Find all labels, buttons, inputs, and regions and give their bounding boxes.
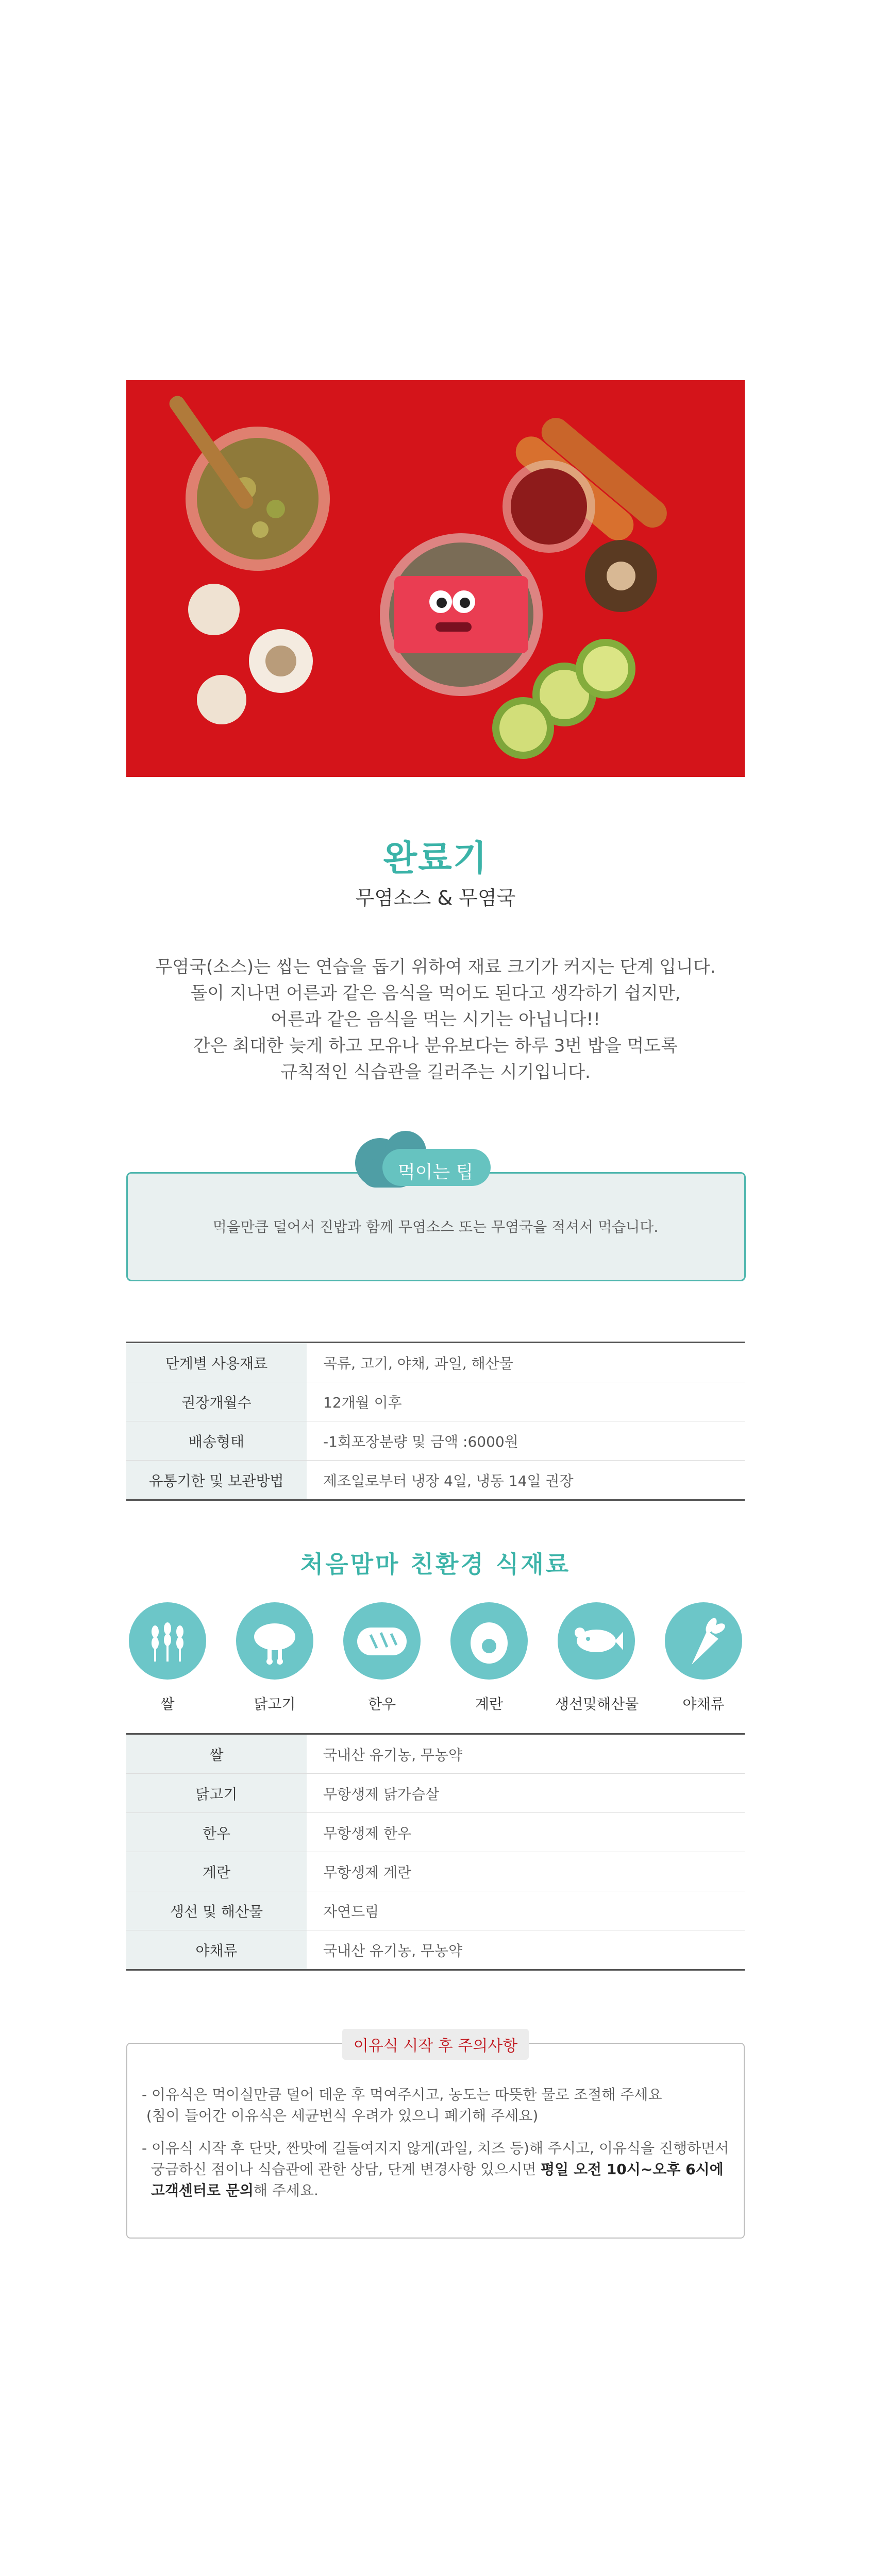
table-value: 무항생제 계란 <box>307 1852 745 1891</box>
ingredient-beef <box>341 1602 423 1714</box>
ingredient-label: 쌀 <box>160 1696 175 1713</box>
product-info-table <box>126 1342 745 1501</box>
egg-icon <box>466 1616 512 1666</box>
caution-line: - 이유식은 먹이실만큼 덜어 데운 후 먹여주시고, 농도는 따뜻한 물로 조절해 주세요 <box>142 2086 662 2103</box>
table-row <box>126 1930 745 1970</box>
hero-food-photo <box>126 380 745 777</box>
table-value: 무항생제 한우 <box>307 1813 745 1852</box>
feeding-tip-text: 먹을만큼 덜어서 진밥과 함께 무염소스 또는 무염국을 적셔서 먹습니다. <box>212 1218 659 1235</box>
caution-line: (침이 들어간 이유식은 세균번식 우려가 있으니 폐기해 주세요) <box>146 2107 539 2124</box>
table-value: 국내산 유기농, 무농약 <box>307 1930 745 1970</box>
ingredient-vegetables <box>662 1602 745 1714</box>
baby-food-illustration <box>126 380 745 777</box>
table-key: 닭고기 <box>126 1774 307 1813</box>
ingredient-label: 야채류 <box>682 1696 725 1713</box>
caution-line: - 이유식 시작 후 단맛, 짠맛에 길들여지지 않게(과일, 치즈 등)해 주시고, 이유식을 진행하면서 <box>142 2140 729 2157</box>
table-value: 자연드림 <box>307 1891 745 1930</box>
chicken-icon <box>249 1615 300 1667</box>
table-key: 야채류 <box>126 1930 307 1970</box>
stage-description <box>0 954 871 1086</box>
ingredient-label: 생선및해산물 <box>555 1696 639 1713</box>
rice-icon <box>143 1616 192 1666</box>
table-value: 12개월 이후 <box>307 1382 745 1421</box>
caution-hours: 평일 오전 10시~오후 6시에 <box>541 2161 724 2178</box>
table-row <box>126 1343 745 1382</box>
ingredient-chicken <box>233 1602 316 1714</box>
stage-subtitle: 무염소스 & 무염국 <box>355 887 516 909</box>
table-key: 배송형태 <box>126 1421 307 1461</box>
caution-contact: 고객센터로 문의 <box>150 2182 254 2199</box>
stage-title: 완료기 <box>383 838 488 879</box>
table-key: 생선 및 해산물 <box>126 1891 307 1930</box>
table-row <box>126 1734 745 1774</box>
description-line: 어른과 같은 음식을 먹는 시기는 아닙니다!! <box>271 1009 600 1030</box>
table-value: 곡류, 고기, 야채, 과일, 해산물 <box>307 1343 745 1382</box>
caution-paragraph <box>142 2138 729 2201</box>
ingredient-label: 닭고기 <box>254 1696 296 1713</box>
ingredient-label: 계란 <box>475 1696 504 1713</box>
table-key: 유통기한 및 보관방법 <box>126 1461 307 1500</box>
eco-ingredients-title: 처음맘마 친환경 식재료 <box>300 1550 571 1578</box>
caution-paragraph <box>142 2084 729 2126</box>
caution-title: 이유식 시작 후 주의사항 <box>342 2029 529 2060</box>
table-value: 국내산 유기농, 무농약 <box>307 1734 745 1774</box>
description-line: 돌이 지나면 어른과 같은 음식을 먹어도 된다고 생각하기 쉽지만, <box>190 983 681 1004</box>
table-row <box>126 1813 745 1852</box>
description-line: 규칙적인 식습관을 길러주는 시기입니다. <box>280 1062 591 1082</box>
ingredient-seafood <box>555 1602 638 1714</box>
table-value: 제조일로부터 냉장 4일, 냉동 14일 권장 <box>307 1461 745 1500</box>
feeding-tip-label: 먹이는 팁 <box>397 1162 474 1183</box>
description-line: 간은 최대한 늦게 하고 모유나 분유보다는 하루 3번 밥을 먹도록 <box>193 1036 678 1056</box>
table-row <box>126 1891 745 1930</box>
ingredient-icons <box>126 1602 745 1716</box>
table-row <box>126 1461 745 1500</box>
carrot-icon <box>680 1615 727 1667</box>
ingredient-egg <box>448 1602 530 1714</box>
table-row <box>126 1421 745 1461</box>
table-key: 단계별 사용재료 <box>126 1343 307 1382</box>
ingredient-rice <box>126 1602 209 1714</box>
table-row <box>126 1382 745 1421</box>
table-value: -1회포장분량 및 금액 :6000원 <box>307 1421 745 1461</box>
table-value: 무항생제 닭가슴살 <box>307 1774 745 1813</box>
description-line: 무염국(소스)는 씹는 연습을 돕기 위하여 재료 크기가 커지는 단계 입니다. <box>155 957 716 977</box>
beef-icon <box>355 1620 409 1662</box>
table-key: 한우 <box>126 1813 307 1852</box>
table-key: 쌀 <box>126 1734 307 1774</box>
table-row <box>126 1852 745 1891</box>
table-row <box>126 1774 745 1813</box>
caution-line: 궁금하신 점이나 식습관에 관한 상담, 단계 변경사항 있으시면 <box>150 2161 541 2178</box>
caution-line: 해 주세요. <box>253 2182 319 2199</box>
fish-icon <box>569 1620 623 1662</box>
table-key: 권장개월수 <box>126 1382 307 1421</box>
table-key: 계란 <box>126 1852 307 1891</box>
ingredient-label: 한우 <box>367 1696 396 1713</box>
caution-badge <box>0 2029 871 2060</box>
caution-text <box>142 2084 729 2212</box>
eco-ingredients-table <box>126 1733 745 1971</box>
